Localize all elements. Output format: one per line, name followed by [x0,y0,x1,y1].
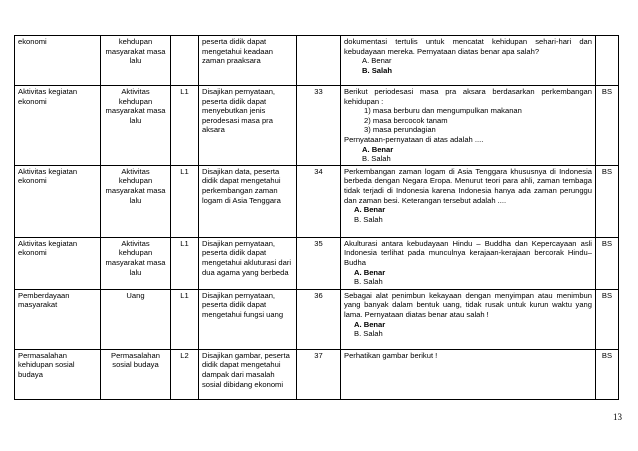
form-cell: BS [596,237,619,289]
subtopic-cell: Uang [101,289,171,349]
question-text: Sebagai alat penimbun kekayaan dengan menyimpan atau menimbun yang banyak dalam bentuk uang, tidak rusak untuk kurun waktu yang lama. Pernyataan diatas benar atau salah ! [344,290,592,319]
level-cell: L1 [171,165,199,237]
question-cell [341,165,596,237]
subtopic-cell: Aktivitas kehdupan masyarakat masa lalu [101,165,171,237]
question-number-cell: 36 [297,289,341,349]
answer-option-key: B. Salah [362,65,392,75]
question-text: Berikut periodesasi masa pra aksara berdasarkan perkembangan kehidupan : [344,87,592,106]
numbered-item: 1) masa berburu dan mengumpulkan makanan [364,106,522,116]
question-statement: Pernyataan-pernyataan di atas adalah .... [344,134,484,144]
table-row [15,289,619,349]
subtopic-cell: Aktivitas kehdupan masyarakat masa lalu [101,86,171,166]
form-cell: BS [596,349,619,399]
answer-option: B. Salah [354,329,383,339]
indicator-cell: Disajikan pernyataan, peserta didik dapat mengetahui akluturasi dari dua agama yang berbeda [199,237,297,289]
question-text: Perhatikan gambar berikut ! [344,350,438,360]
question-number-cell: 34 [297,165,341,237]
topic-cell: Pemberdayaan masyarakat [15,289,101,349]
question-number-cell: 37 [297,349,341,399]
question-number-cell: 33 [297,86,341,166]
table-row [15,349,619,399]
table-row [15,86,619,166]
numbered-item: 3) masa perundagian [364,125,436,135]
numbered-item: 2) masa bercocok tanam [364,115,448,125]
topic-cell: Aktivitas kegiatan ekonomi [15,237,101,289]
indicator-cell: Disajikan gambar, peserta didik dapat mengetahui dampak dari masalah sosial dibidang ekonomi [199,349,297,399]
indicator-cell: Disajikan pernyataan, peserta didik dapat menyebutkan jenis perodesasi masa pra aksara [199,86,297,166]
answer-option: B. Salah [362,154,391,164]
form-cell: BS [596,165,619,237]
answer-option-key: A. Benar [362,144,394,154]
subtopic-cell: Permasalahan sosial budaya [101,349,171,399]
topic-cell: Aktivitas kegiatan ekonomi [15,86,101,166]
level-cell: L1 [171,237,199,289]
subtopic-cell: kehdupan masyarakat masa lalu [101,36,171,86]
question-cell [341,349,596,399]
level-cell: L1 [171,86,199,166]
level-cell: L2 [171,349,199,399]
form-cell [596,36,619,86]
form-cell: BS [596,289,619,349]
form-cell: BS [596,86,619,166]
question-grid-table [14,35,619,400]
table-row [15,165,619,237]
question-text: Perkembangan zaman logam di Asia Tenggara khususnya di Indonesia berbeda dengan Negara Eropa. Menurut teori para ahli, zaman tembaga tidak terjadi di Indonesia karena Indonesia hanya ada zaman perunggu dan zaman besi. Keterangan tersebut adalah .... [344,166,592,205]
question-cell [341,237,596,289]
answer-option: B. Salah [354,214,383,224]
answer-option-key [344,268,592,278]
answer-option: B. Salah [354,277,383,287]
question-cell [341,86,596,166]
table-row [15,237,619,289]
page-number: 13 [613,412,622,422]
question-cell [341,36,596,86]
table-row [15,36,619,86]
question-number-cell [297,36,341,86]
question-text: Akulturasi antara kebudayaan Hindu – Buddha dan Kepercayaan asli Indonesia terlihat pada munculnya kerajaan-kerajaan bercorak Hindu–Budha [344,238,592,267]
subtopic-cell: Aktivitas kehdupan masyarakat masa lalu [101,237,171,289]
indicator-cell: peserta didik dapat mengetahui keadaan zaman praaksara [199,36,297,86]
level-cell: L1 [171,289,199,349]
question-text: dokumentasi tertulis untuk mencatat kehidupan sehari-hari dan kebudayaan mereka. Pernyataan diatas benar apa salah? [344,37,592,56]
answer-option-key: A. Benar [354,319,386,329]
answer-option-key-text: A. Benar [354,267,386,277]
question-cell [341,289,596,349]
topic-cell: Permasalahan kehidupan sosial budaya [15,349,101,399]
answer-option: A. Benar [362,56,392,66]
topic-cell: ekonomi [15,36,101,86]
answer-option-key: A. Benar [354,205,386,215]
level-cell [171,36,199,86]
indicator-cell: Disajikan data, peserta didik dapat mengetahui perkembangan zaman logam di Asia Tenggara [199,165,297,237]
topic-cell: Aktivitas kegiatan ekonomi [15,165,101,237]
indicator-cell: Disajikan pernyataan, peserta didik dapat mengetahui fungsi uang [199,289,297,349]
question-number-cell: 35 [297,237,341,289]
